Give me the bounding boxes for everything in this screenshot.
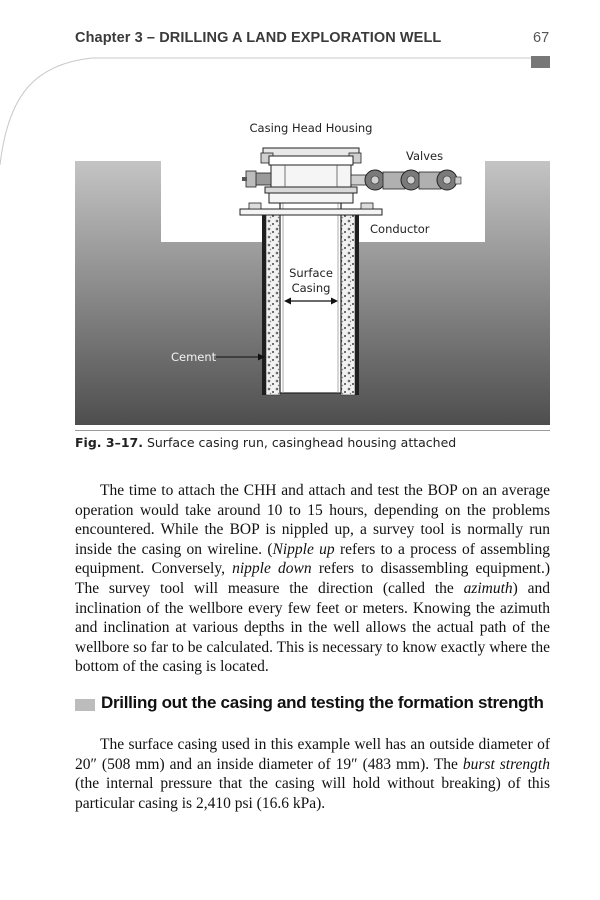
figure-caption-text: Surface casing run, casinghead housing attached: [142, 435, 457, 450]
figure-caption: [75, 435, 456, 450]
cement-annulus-right: [341, 215, 355, 395]
section-heading: Drilling out the casing and testing the formation strength: [101, 693, 544, 712]
chapter-header: Chapter 3 – DRILLING A LAND EXPLORATION WELL: [75, 30, 442, 46]
conductor-wall-left: [262, 211, 266, 395]
label-surface: Surface: [289, 266, 333, 280]
italic-term: Nipple up: [272, 540, 335, 558]
conductor-wall-right: [355, 211, 359, 395]
italic-term: nipple down: [232, 560, 312, 578]
text-run: The surface casing used in this example well has an outside diameter of 20″ (508 mm) and an inside diameter of 19″ (483 mm). The: [75, 736, 550, 773]
page-number: 67: [533, 30, 550, 46]
label-cement: Cement: [171, 350, 217, 364]
label-casing-head-housing: Casing Head Housing: [249, 121, 373, 135]
cement-annulus-left: [266, 215, 280, 395]
figure-number: Fig. 3–17.: [75, 435, 143, 450]
text-run: (the internal pressure that the casing will hold without breaking) of this particular casing is 2,410 psi (16.6 kPa).: [75, 775, 550, 812]
side-outlet-valves: [351, 170, 461, 190]
italic-term: azimuth: [463, 579, 513, 597]
base-plate: [240, 209, 382, 215]
section-heading-marker: [75, 699, 95, 711]
page-tab-marker: [531, 56, 550, 68]
casing-head-housing: [242, 148, 361, 203]
label-conductor: Conductor: [370, 222, 430, 236]
text-run: refers to disassembling equipment.) The survey tool will measure the direction (called the: [75, 560, 550, 597]
label-casing: Casing: [291, 281, 331, 295]
text-run: refers to a process of assembling equipment. Conversely,: [75, 540, 550, 578]
text-run: ) and inclination of the wellbore every few feet or meters. Knowing the azimuth and inclination at various depths in the well allows the actual path of the wellbore so far to be calculated. This is necessary to know exactly where the bottom of the casing is located.: [75, 579, 550, 676]
text-run: The time to attach the CHH and attach and test the BOP on an average operation would take around 10 to 15 hours, depending on the problems encountered. While the BOP is nippled up, a survey tool is normally run inside the casing on wireline. (: [75, 482, 550, 558]
body-paragraph: [75, 481, 550, 677]
body-paragraph: [75, 735, 550, 813]
label-valves: Valves: [406, 149, 444, 163]
well-casing-figure: [75, 115, 550, 427]
italic-term: burst strength: [462, 755, 550, 773]
caption-divider: [75, 430, 550, 431]
